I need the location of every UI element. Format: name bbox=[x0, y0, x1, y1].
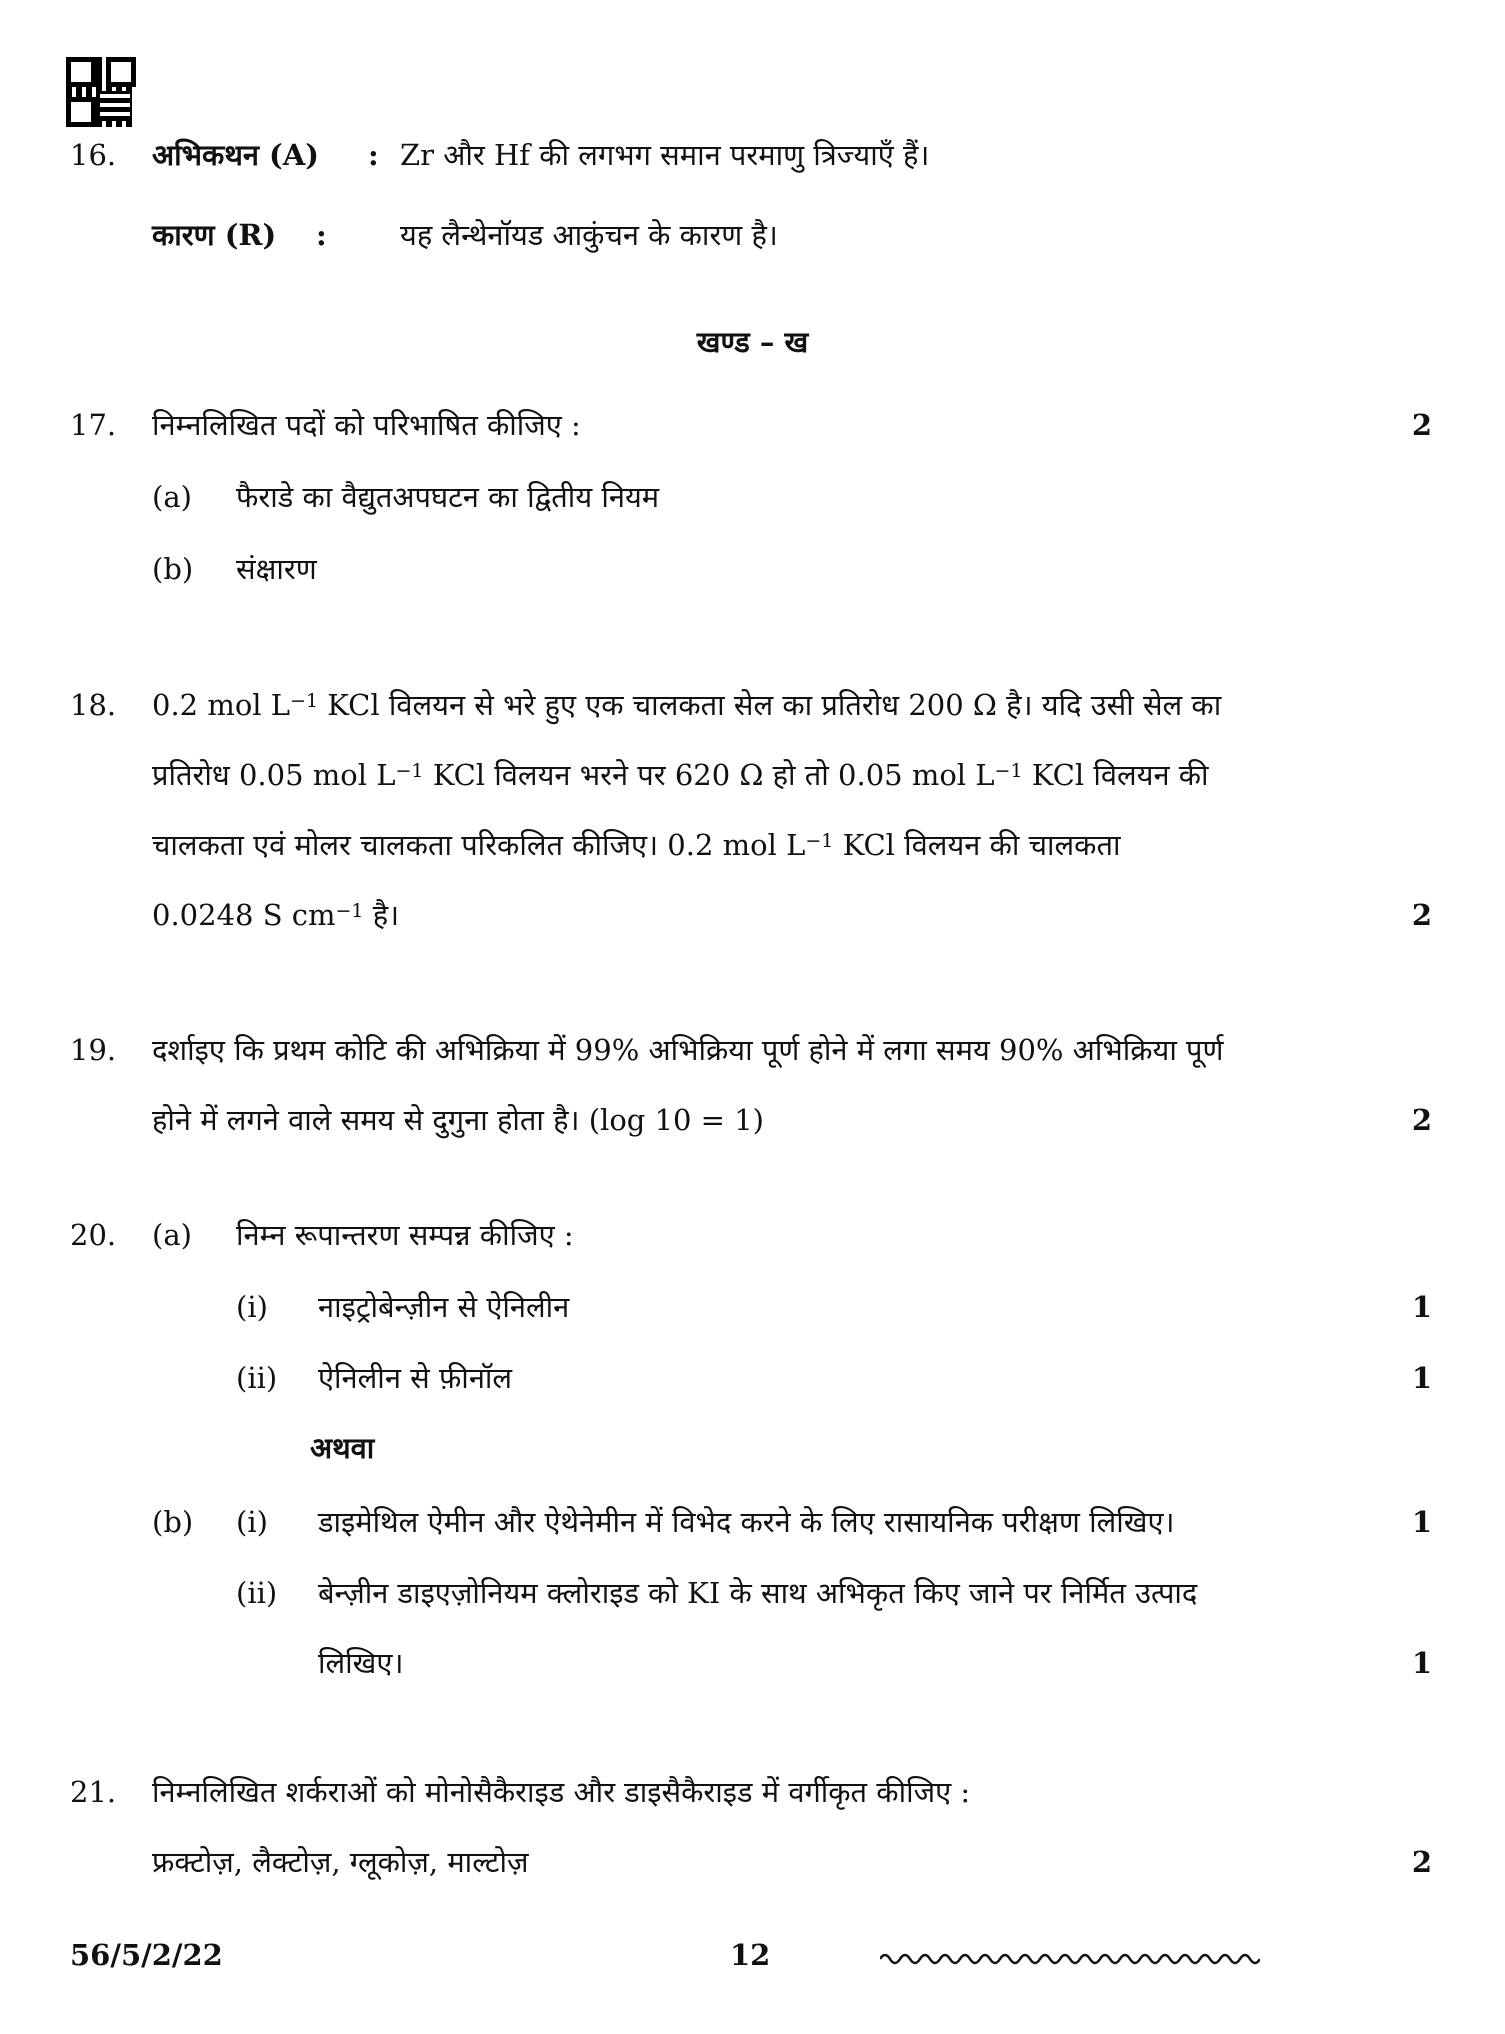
q20-b-ii-line-1: बेन्ज़ीन डाइएज़ोनियम क्लोराइड को KI के साथ अभिकृत किए जाने पर निर्मित उत्पाद bbox=[318, 1576, 1198, 1610]
q19-line-2: होने में लगने वाले समय से दुगुना होता है। (log 10 = 1) bbox=[152, 1103, 764, 1137]
q19-line-1: दर्शाइए कि प्रथम कोटि की अभिक्रिया में 99% अभिक्रिया पूर्ण होने में लगा समय 90% अभिक्रिया पूर्ण bbox=[152, 1033, 1224, 1067]
q20-b-ii-label: (ii) bbox=[236, 1576, 278, 1610]
q20-b-label: (b) bbox=[152, 1505, 194, 1539]
q20-a-ii-text: ऐनिलीन से फ़ीनॉल bbox=[318, 1361, 513, 1395]
q20-number: 20. bbox=[70, 1218, 117, 1252]
q17-a-text: फैराडे का वैद्युतअपघटन का द्वितीय नियम bbox=[236, 480, 660, 514]
qr-code bbox=[66, 57, 136, 127]
q20-a-i-marks: 1 bbox=[1411, 1290, 1432, 1324]
q20-a-ii-label: (ii) bbox=[236, 1361, 278, 1395]
q17-text: निम्नलिखित पदों को परिभाषित कीजिए : bbox=[152, 408, 581, 442]
footer-page-number: 12 bbox=[730, 1938, 771, 1972]
q18-line-1: 0.2 mol $L^{-1}$ KCl विलयन से भरे हुए एक चालकता सेल का प्रतिरोध 200 Ω है। यदि उसी सेल का bbox=[152, 688, 1222, 722]
q21-marks: 2 bbox=[1411, 1845, 1432, 1879]
q20-a-text: निम्न रूपान्तरण सम्पन्न कीजिए : bbox=[236, 1218, 574, 1252]
q20-a-label: (a) bbox=[152, 1218, 192, 1252]
q21-line-2: फ्रक्टोज़, लैक्टोज़, ग्लूकोज़, माल्टोज़ bbox=[152, 1845, 529, 1879]
q20-a-ii-marks: 1 bbox=[1411, 1361, 1432, 1395]
q16-assertion-text: Zr और Hf की लगभग समान परमाणु त्रिज्याएँ हैं। bbox=[400, 138, 930, 172]
q16-reason-colon: : bbox=[316, 218, 327, 252]
q16-assertion-label: अभिकथन (A) bbox=[152, 138, 319, 172]
q17-marks: 2 bbox=[1411, 408, 1432, 442]
q20-b-ii-line-2: लिखिए। bbox=[318, 1646, 404, 1680]
q19-number: 19. bbox=[70, 1033, 117, 1067]
section-title: खण्ड – ख bbox=[696, 325, 809, 359]
q18-line-2: प्रतिरोध 0.05 mol $L^{-1}$ KCl विलयन भरने पर 620 Ω हो तो 0.05 mol $L^{-1}$ KCl विलयन की bbox=[152, 758, 1209, 792]
q20-a-i-text: नाइट्रोबेन्ज़ीन से ऐनिलीन bbox=[318, 1290, 570, 1324]
q17-number: 17. bbox=[70, 408, 117, 442]
q18-number: 18. bbox=[70, 688, 117, 722]
q21-line-1: निम्नलिखित शर्कराओं को मोनोसैकैराइड और डाइसैकैराइड में वर्गीकृत कीजिए : bbox=[152, 1775, 971, 1809]
q16-number: 16. bbox=[70, 138, 117, 172]
q20-b-i-label: (i) bbox=[236, 1505, 268, 1539]
q18-line-4: 0.0248 S $cm^{-1}$ है। bbox=[152, 898, 400, 932]
footer-wavy-line bbox=[880, 1945, 1260, 1969]
q20-a-i-label: (i) bbox=[236, 1290, 268, 1324]
q16-reason-label: कारण (R) bbox=[152, 218, 277, 252]
q17-a-label: (a) bbox=[152, 480, 192, 514]
q20-b-ii-marks: 1 bbox=[1411, 1646, 1432, 1680]
footer-paper-code: 56/5/2/22 bbox=[70, 1938, 223, 1972]
q18-marks: 2 bbox=[1411, 898, 1432, 932]
q18-line-3: चालकता एवं मोलर चालकता परिकलित कीजिए। 0.2 mol $L^{-1}$ KCl विलयन की चालकता bbox=[152, 828, 1121, 862]
q20-b-i-text: डाइमेथिल ऐमीन और ऐथेनेमीन में विभेद करने के लिए रासायनिक परीक्षण लिखिए। bbox=[318, 1505, 1175, 1539]
q17-b-label: (b) bbox=[152, 552, 194, 586]
q19-marks: 2 bbox=[1411, 1103, 1432, 1137]
q20-or: अथवा bbox=[310, 1431, 375, 1465]
q20-b-i-marks: 1 bbox=[1411, 1505, 1432, 1539]
q21-number: 21. bbox=[70, 1775, 117, 1809]
q17-b-text: संक्षारण bbox=[236, 552, 317, 586]
q16-reason-text: यह लैन्थेनॉयड आकुंचन के कारण है। bbox=[400, 218, 778, 252]
q16-assertion-colon: : bbox=[368, 138, 379, 172]
